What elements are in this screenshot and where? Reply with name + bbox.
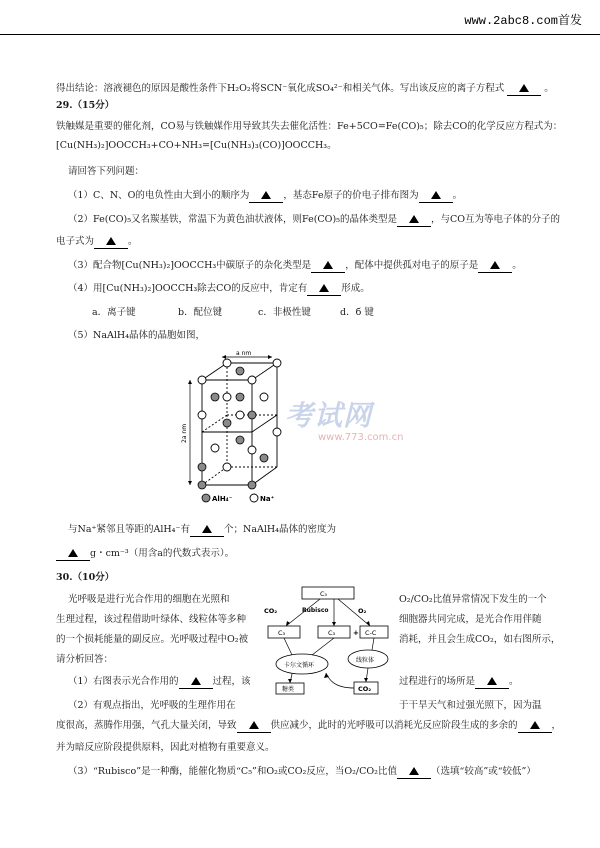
diagram-calvin: 卡尔文循环: [284, 662, 315, 669]
answer-blank: [518, 720, 552, 733]
answer-blank: [478, 260, 512, 273]
diagram-mito: 线粒体: [356, 657, 375, 664]
q30-para-2-left: 生理过程，该过程借助叶绿体、线粒体等多种: [56, 614, 247, 625]
intro-line: 得出结论：溶液褪色的原因是酸性条件下H₂O₂将SCN⁻氧化成SO₄²⁻和相关气体。写出该反应的离子方程式 。: [56, 83, 554, 94]
q29-option-a: a．离子键: [92, 307, 136, 318]
diagram-c3-left: C₃: [278, 629, 286, 637]
label-a-nm: a nm: [236, 350, 252, 357]
q30-para-4: 请分析回答：: [56, 654, 114, 665]
answer-blank: [507, 83, 541, 96]
watermark-sub: www.773.com.cn: [318, 432, 404, 443]
diagram-sugar: 糖类: [282, 686, 295, 693]
q30-sub-2-line-2: 度很高，蒸腾作用强，气孔大量关闭，导致 供应减少，此时的光呼吸可以消耗光反应阶段生成的多余的 ，: [56, 720, 562, 731]
diagram-cc: C-C: [365, 629, 377, 637]
q30-para-1-right: O₂/CO₂比值异常情况下发生的一个: [399, 594, 547, 605]
q30-sub-2-line-3: 并为暗反应阶段提供原料，因此对植物有重要意义。: [56, 742, 275, 753]
diagram-co2-in: CO₂: [264, 607, 278, 615]
q29-prompt: 请回答下列问题：: [68, 166, 145, 177]
q29-desc-2: [Cu(NH₃)₂]OOCCH₃+CO+NH₃=[Cu(NH₃)₃(CO)]OOCCH₃。: [56, 140, 337, 151]
header-divider: [0, 34, 600, 35]
site-header: www.2abc8.com首发: [464, 14, 582, 28]
q29-sub-3: （3）配合物[Cu(NH₃)₂]OOCCH₃中碳原子的杂化类型是 ，配体中提供孤对电子的原子是 。: [68, 260, 522, 271]
diagram-c3-mid: C₃: [328, 629, 336, 637]
q29-sub-5-b: 与Na⁺紧邻且等距的AlH₄⁻有 个；NaAlH₄晶体的密度为: [68, 524, 336, 535]
q29-option-b: b．配位键: [178, 307, 223, 318]
diagram-o2-in: O₂: [358, 607, 367, 615]
q30-sub-3: （3）“Rubisco”是一种酶，能催化物质“C₅”和O₂或CO₂反应，当O₂/CO₂比值 （选填“较高”或“较低”）: [68, 766, 536, 777]
answer-blank: [397, 766, 431, 779]
q29-sub-5: （5）NaAlH₄晶体的晶胞如图，: [68, 330, 206, 341]
answer-blank: [311, 260, 345, 273]
q29-sub-2-cont: 电子式为 。: [56, 236, 138, 247]
answer-blank: [307, 283, 341, 296]
q29-desc-1: 铁触媒是重要的催化剂，CO易与铁触媒作用导致其失去催化活性：Fe+5CO=Fe(CO)₅；除去CO的化学反应方程式为：: [56, 121, 563, 132]
legend-na: Na⁺: [260, 495, 275, 503]
photorespiration-diagram: [262, 585, 392, 697]
q30-title: 30.（10分）: [56, 572, 115, 583]
q29-option-d: d．б 键: [340, 307, 374, 318]
q29-sub-1: （1）C、N、O的电负性由大到小的顺序为 ，基态Fe原子的价电子排布图为 。: [68, 190, 463, 201]
q29-title: 29.（15分）: [56, 100, 115, 111]
diagram-co2-out: CO₂: [358, 685, 372, 693]
q30-para-2-right: 细胞器共同完成，是光合作用伴随: [399, 614, 542, 625]
q29-sub-4: （4）用[Cu(NH₃)₂]OOCCH₃除去CO的反应中，肯定有 形成。: [68, 283, 370, 294]
q30-sub-2-left: （2）有观点指出，光呼吸的生理作用在: [68, 700, 236, 711]
q30-sub-2-right: 于干旱天气和过强光照下，因为温: [399, 700, 542, 711]
q29-sub-5-c: g・cm⁻³（用含a的代数式表示）。: [56, 548, 234, 561]
answer-blank: [419, 190, 453, 203]
q30-para-3-right: 消耗，并且会生成CO₂，如右图所示，: [399, 634, 561, 645]
answer-blank: [397, 214, 431, 227]
diagram-plus: +: [353, 629, 359, 637]
diagram-rubisco: Rubisco: [302, 607, 329, 614]
answer-blank: [94, 236, 128, 249]
answer-blank: [249, 190, 283, 203]
q30-sub-1-left: （1）右图表示光合作用的 过程，该: [68, 676, 251, 687]
answer-blank: [237, 720, 271, 733]
answer-blank: [190, 524, 224, 537]
legend-alh4: AlH₄⁻: [212, 495, 233, 503]
answer-blank: [475, 676, 509, 689]
q30-para-3-left: 的一个损耗能量的副反应。光呼吸过程中O₂被: [56, 634, 249, 645]
q29-sub-2: （2）Fe(CO)₅又名羰基铁，常温下为黄色油状液体，则Fe(CO)₅的晶体类型是 ，与CO互为等电子体的分子的: [68, 214, 561, 225]
watermark-main: 考试网: [285, 399, 373, 432]
q29-option-c: c．非极性键: [258, 307, 311, 318]
answer-blank: [56, 548, 90, 561]
diagram-c5: C₅: [320, 590, 328, 598]
label-2a-nm: 2a nm: [181, 423, 188, 443]
q30-para-1-left: 光呼吸是进行光合作用的细胞在光照和: [68, 594, 230, 605]
q30-sub-1-right: 过程进行的场所是 。: [399, 676, 519, 687]
answer-blank: [179, 676, 213, 689]
